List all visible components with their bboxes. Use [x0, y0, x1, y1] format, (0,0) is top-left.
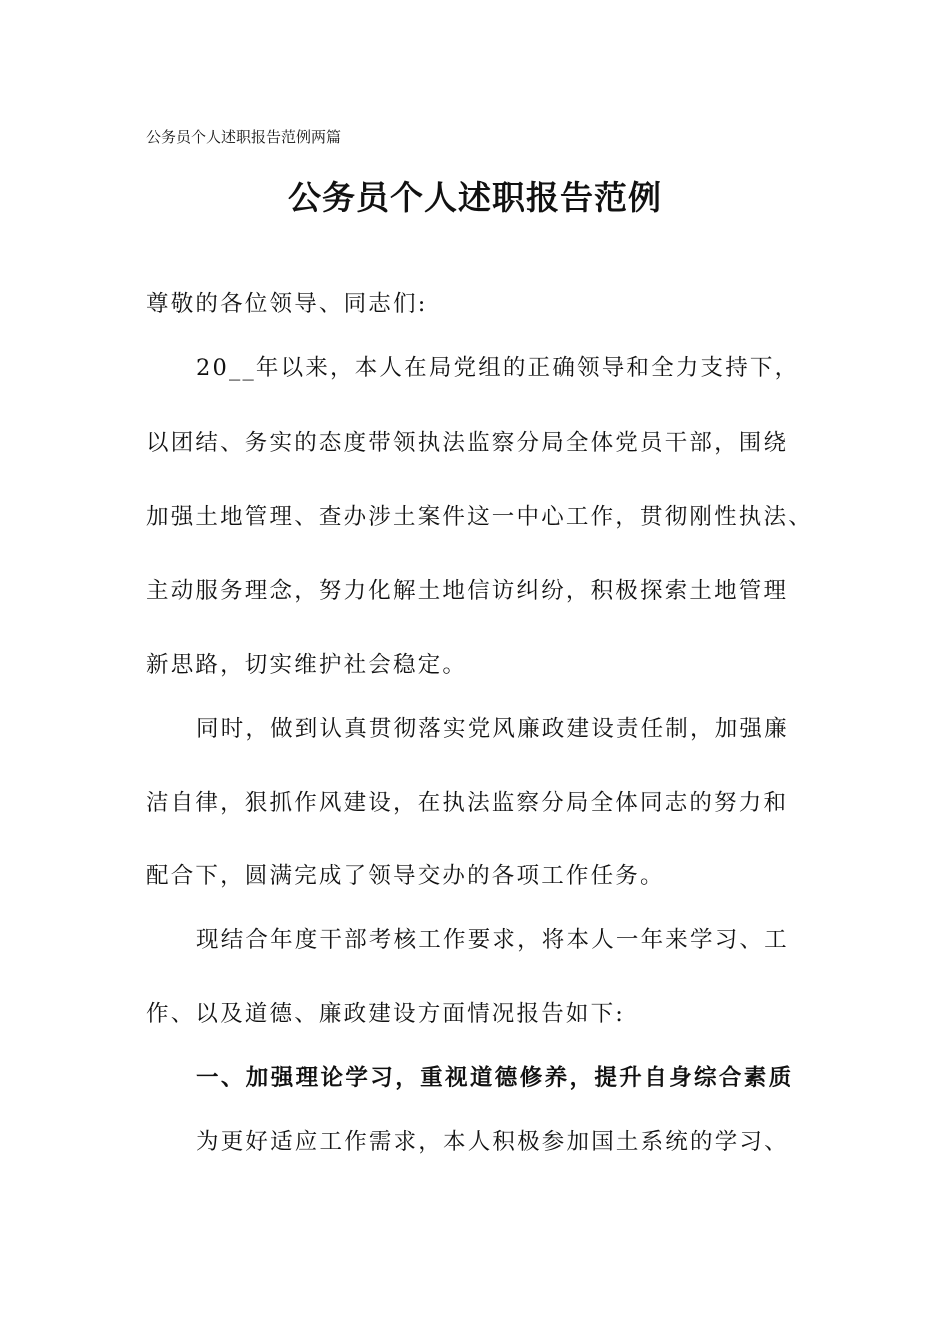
- document-title: 公务员个人述职报告范例: [288, 178, 662, 217]
- paragraph-line: 配合下，圆满完成了领导交办的各项工作任务。: [146, 863, 665, 889]
- paragraph-line: 新思路，切实维护社会稳定。: [146, 652, 468, 678]
- salutation: 尊敬的各位领导、同志们:: [146, 291, 428, 317]
- paragraph-line: 主动服务理念，努力化解土地信访纠纷，积极探索土地管理: [146, 578, 789, 604]
- paragraph-line: 以团结、务实的态度带领执法监察分局全体党员干部，围绕: [146, 430, 789, 456]
- paragraph-line: 为更好适应工作需求，本人积极参加国土系统的学习、: [196, 1129, 789, 1155]
- header-note: 公务员个人述职报告范例两篇: [146, 128, 342, 146]
- paragraph-line: 现结合年度干部考核工作要求，将本人一年来学习、工: [196, 927, 789, 953]
- paragraph-line: 同时，做到认真贯彻落实党风廉政建设责任制，加强廉: [196, 716, 789, 742]
- paragraph-line: 洁自律，狠抓作风建设，在执法监察分局全体同志的努力和: [146, 790, 789, 816]
- section-heading: 一、加强理论学习，重视道德修养，提升自身综合素质: [196, 1065, 794, 1091]
- paragraph-line: 20__年以来，本人在局党组的正确领导和全力支持下，: [196, 355, 800, 381]
- paragraph-line: 加强土地管理、查办涉土案件这一中心工作，贯彻刚性执法、: [146, 504, 813, 530]
- paragraph-line: 作、以及道德、廉政建设方面情况报告如下:: [146, 1001, 626, 1027]
